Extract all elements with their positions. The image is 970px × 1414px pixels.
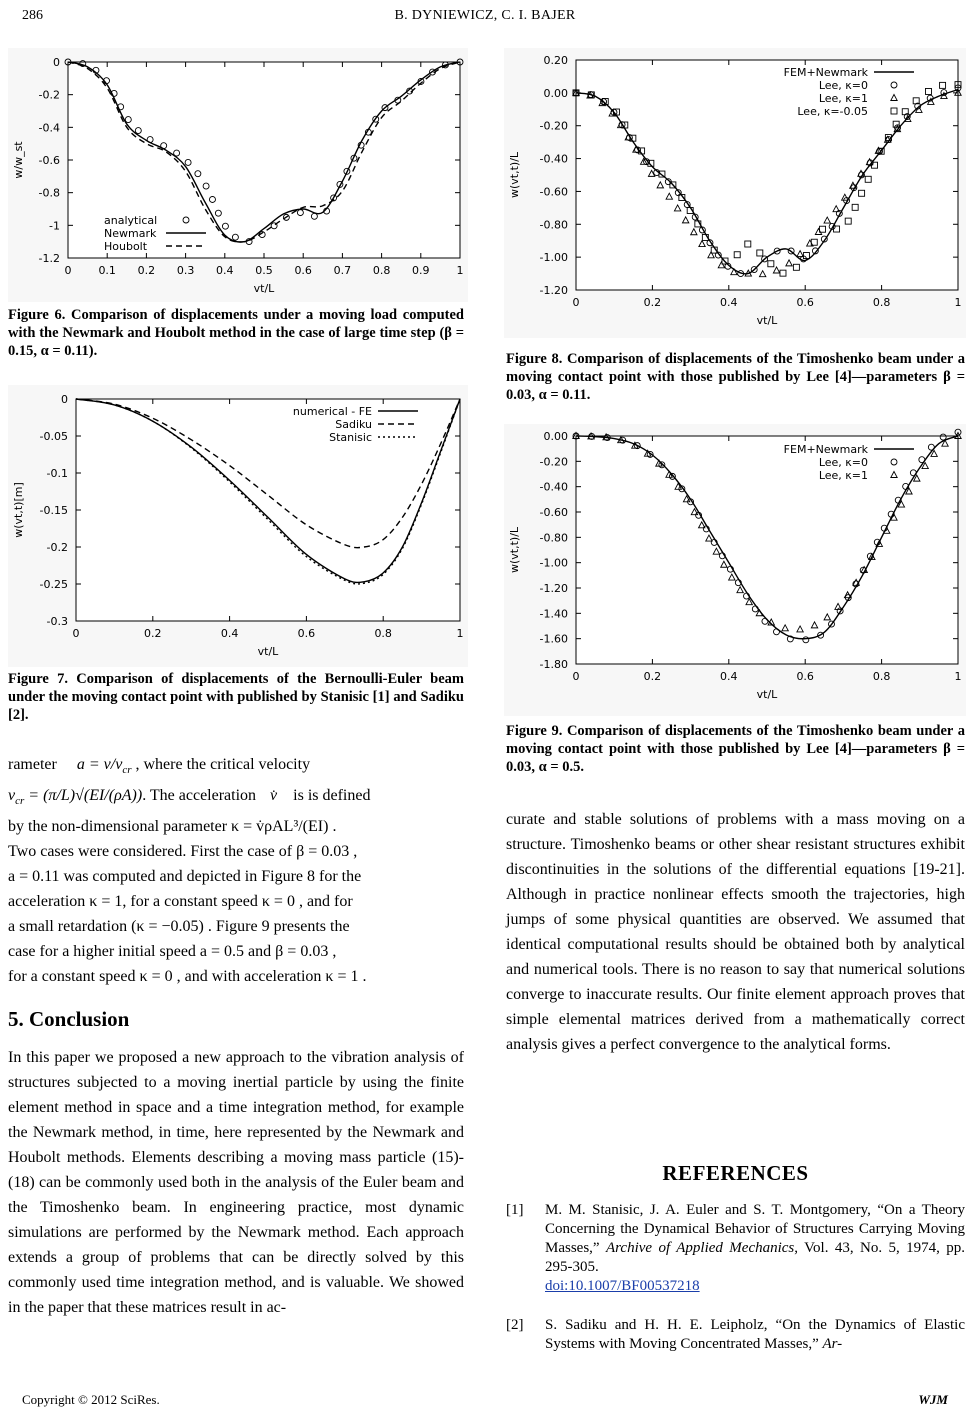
- legend-label: FEM+Newmark: [783, 443, 868, 456]
- y-tick-label: -1.2: [38, 252, 60, 265]
- y-tick-label: -0.6: [38, 154, 60, 167]
- legend-label: Sadiku: [335, 418, 372, 431]
- section-heading: 5. Conclusion: [8, 1007, 130, 1031]
- x-tick-label: 0.6: [297, 627, 316, 640]
- x-tick-label: 1: [456, 264, 464, 277]
- footer-copyright: Copyright © 2012 SciRes.: [22, 1392, 160, 1407]
- x-tick-label: 0.4: [720, 296, 738, 309]
- x-tick-label: 0.1: [98, 264, 116, 277]
- y-axis-label: w(vt,t)/L: [508, 526, 521, 574]
- y-tick-label: -1.00: [539, 251, 568, 265]
- x-tick-label: 0.4: [720, 670, 738, 683]
- x-tick-label: 0.2: [137, 264, 156, 277]
- y-axis-label: w(vt,t)/L: [508, 151, 521, 199]
- x-tick-label: 0: [72, 627, 80, 640]
- x-tick-label: 0.6: [294, 264, 312, 277]
- y-tick-label: -1.20: [539, 284, 568, 297]
- text-run: rameter: [8, 756, 61, 773]
- reference-body: [545, 1201, 965, 1296]
- x-tick-label: 0.7: [333, 264, 352, 277]
- x-tick-label: 0: [572, 670, 580, 683]
- x-tick-label: 0.4: [216, 264, 234, 277]
- reference-journal: Ar-: [822, 1336, 843, 1352]
- math-line-5: a = 0.11 was computed and depicted in Figure 8 for the: [8, 868, 362, 885]
- reference-text: S. Sadiku and H. H. E. Leipholz, “On the Dynamics of Elastic Systems with Moving Concentrated Masses,”: [545, 1317, 965, 1352]
- y-tick-label: -0.15: [39, 504, 68, 517]
- legend-label: Lee, κ=1: [818, 92, 868, 105]
- x-tick-label: 0.8: [872, 670, 891, 683]
- legend-label: Lee, κ=0: [818, 79, 868, 92]
- y-tick-label: -0.20: [539, 119, 568, 133]
- x-tick-label: 0.9: [412, 264, 430, 277]
- y-tick-label: -0.2: [38, 88, 60, 102]
- x-axis-label: vt/L: [756, 314, 778, 327]
- y-tick-label: -0.60: [539, 506, 568, 519]
- x-tick-label: 0.5: [255, 264, 273, 277]
- reference-number: [2]: [506, 1317, 524, 1333]
- math-line-6: acceleration κ = 1, for a constant speed κ = 0 , and for: [8, 893, 353, 910]
- math-line-1: [8, 752, 464, 777]
- legend-label: analytical: [104, 214, 158, 227]
- reference-number: [1]: [506, 1202, 524, 1218]
- y-tick-label: -0.8: [38, 186, 60, 200]
- reference-1: [506, 1201, 965, 1311]
- x-tick-label: 0.3: [176, 264, 195, 277]
- reference-text: M. M. Stanisic, J. A. Euler and S. T. Montgomery, “On a Theory Concerning the Dynamical Behavior of Structures Carrying Moving Masses,”: [545, 1202, 965, 1256]
- x-tick-label: 0.6: [796, 296, 814, 309]
- figure-6: [8, 48, 468, 302]
- math-subscript: cr: [122, 764, 132, 777]
- x-tick-label: 0.4: [220, 627, 239, 640]
- running-title: B. DYNIEWICZ, C. I. BAJER: [394, 8, 576, 23]
- x-tick-label: 1: [954, 296, 962, 309]
- y-tick-label: -0.25: [39, 578, 68, 591]
- figure-9-caption: Figure 9. Comparison of displacements of the Timoshenko beam under a moving contact point with those published by Lee [4]—parameters β = 0.03, α = 0.5.: [506, 723, 965, 775]
- x-tick-label: 1: [456, 627, 464, 640]
- page-number: 286: [22, 8, 43, 23]
- math-line-8: case for a higher initial speed a = 0.5 and β = 0.03 ,: [8, 943, 337, 960]
- y-axis-label: w/w_st: [12, 141, 25, 179]
- y-tick-label: -0.40: [539, 480, 568, 494]
- legend-label: Houbolt: [104, 240, 148, 253]
- x-axis-label: vt/L: [253, 282, 275, 295]
- figure-9: [504, 424, 966, 716]
- conclusion-paragraph-right: curate and stable solutions of problems with a mass moving on a structure. Timoshenko beams or other shear resistant structures exhibit discontinuities in the solutions of the differential equations [19-21]. Although in practice nonlinear effects smooth the trajectories, high jumps of some physical quantities are observed. We assumed that identical computational results should be obtained both by analytical and numerical tools. There is no reason to say that numerical solutions converge to inaccurate results. Our finite element approach proves that simple elemental matrices derived from a mathematically correct analysis gives a perfect convergence to the analytical forms.: [506, 811, 965, 1053]
- figure-9-chart: [504, 424, 966, 716]
- y-tick-label: -0.05: [39, 430, 68, 443]
- figure-6-caption: Figure 6. Comparison of displacements under a moving load computed with the Newmark and Houbolt method in the case of large time step (β = 0.15, α = 0.11).: [8, 307, 464, 359]
- x-tick-label: 0.8: [374, 627, 392, 640]
- y-tick-label: -1.20: [539, 582, 568, 595]
- x-tick-label: 0: [572, 296, 580, 309]
- x-axis-label: vt/L: [756, 688, 778, 701]
- doi-link[interactable]: doi:10.1007/BF00537218: [545, 1278, 700, 1294]
- math-subscript: cr: [15, 795, 25, 808]
- math-line-3: by the non-dimensional parameter κ = v̇ρAL³/(EI) .: [8, 818, 337, 835]
- paragraph-parameters: [8, 752, 464, 989]
- reference-details: , Vol. 43, No. 5, 1974, pp. 295-305.: [545, 1240, 966, 1275]
- x-tick-label: 0.8: [872, 296, 891, 309]
- math-expression: v̇: [270, 787, 278, 804]
- y-tick-label: -1.80: [539, 658, 568, 671]
- figure-8-chart: [504, 48, 966, 338]
- y-tick-label: -0.2: [46, 541, 68, 554]
- reference-2: [506, 1316, 965, 1361]
- y-tick-label: -1.40: [539, 607, 568, 621]
- y-tick-label: 0.00: [543, 430, 568, 443]
- text-run: , where the critical velocity: [135, 756, 311, 773]
- x-tick-label: 0.2: [643, 670, 662, 683]
- conclusion-paragraph-left: In this paper we proposed a new approach to the vibration analysis of structures subjected to a moving inertial particle by using the finite element method in space and a time integration method, for example the Newmark method, in time, here represented by the Newmark and Houbolt methods. Elements describing a moving mass particle (15)-(18) can be commonly used both in the analysis of the Euler beam and the Timoshenko beam. In engineering practice, most dynamic simulations are performed by the Newmark method. Each approach extends a group of problems that can be directly solved by this commonly used time integration method, and is valuable. We showed in the paper that these matrices result in ac-: [8, 1049, 464, 1316]
- legend-label: Lee, κ=1: [818, 469, 868, 482]
- figure-7: [8, 385, 468, 667]
- y-tick-label: -0.60: [539, 185, 568, 199]
- y-tick-label: 0: [53, 56, 60, 69]
- x-tick-label: 0.6: [796, 670, 814, 683]
- plot-area: [576, 436, 958, 664]
- y-tick-label: -0.80: [539, 218, 568, 232]
- math-line-2: [8, 783, 464, 808]
- math-line-7: a small retardation (κ = −0.05) . Figure 9 presents the: [8, 918, 350, 935]
- x-tick-label: 0.2: [144, 627, 162, 640]
- y-tick-label: -1: [49, 219, 60, 233]
- y-tick-label: -0.3: [46, 615, 68, 628]
- x-tick-label: 0: [64, 264, 72, 277]
- y-tick-label: -1.60: [539, 632, 568, 646]
- y-tick-label: 0.20: [543, 54, 568, 67]
- legend-label: Lee, κ=-0.05: [797, 105, 868, 118]
- x-tick-label: 0.2: [643, 296, 662, 309]
- figure-8: [504, 48, 966, 338]
- reference-journal: Archive of Applied Mechanics: [605, 1240, 795, 1256]
- legend-label: Lee, κ=0: [818, 456, 868, 469]
- y-tick-label: -1.00: [539, 556, 568, 570]
- x-axis-label: vt/L: [257, 645, 279, 658]
- figure-7-chart: [8, 385, 468, 667]
- text-run: is is defined: [289, 787, 371, 804]
- x-tick-label: 1: [954, 670, 962, 683]
- figure-6-chart: [8, 48, 468, 302]
- legend-label: FEM+Newmark: [783, 66, 868, 79]
- y-tick-label: -0.80: [539, 531, 568, 545]
- y-tick-label: 0: [61, 393, 68, 406]
- legend-label: Newmark: [104, 227, 157, 240]
- math-expression: = (π/L)√(EI/(ρA)): [24, 787, 143, 804]
- y-tick-label: -0.1: [46, 467, 68, 480]
- math-line-9: for a constant speed κ = 0 , and with acceleration κ = 1 .: [8, 968, 367, 985]
- math-expression: a = v/v: [76, 756, 123, 773]
- legend-label: Stanisic: [329, 431, 372, 444]
- x-tick-label: 0.8: [372, 264, 391, 277]
- references-heading: REFERENCES: [662, 1161, 809, 1185]
- y-tick-label: -0.4: [38, 121, 60, 135]
- footer-journal: WJM: [918, 1392, 948, 1407]
- y-tick-label: -0.20: [539, 455, 568, 469]
- figure-8-caption: Figure 8. Comparison of displacements of the Timoshenko beam under a moving contact point with those published by Lee [4]—parameters β = 0.03, α = 0.11.: [506, 351, 965, 403]
- math-line-4: Two cases were considered. First the case of β = 0.03 ,: [8, 843, 358, 860]
- legend-label: numerical - FE: [292, 405, 372, 418]
- y-axis-label: w(vt,t)[m]: [12, 482, 25, 538]
- y-tick-label: 0.00: [543, 86, 568, 100]
- text-run: . The acceleration: [142, 787, 261, 804]
- plot-area: [576, 60, 958, 290]
- math-expression: v: [8, 787, 16, 804]
- reference-body: [545, 1316, 965, 1354]
- y-tick-label: -0.40: [539, 152, 568, 166]
- figure-7-caption: Figure 7. Comparison of displacements of the Bernoulli-Euler beam under the moving contact point with published by Stanisic [1] and Sadiku [2].: [8, 671, 464, 723]
- plot-area: [76, 399, 460, 621]
